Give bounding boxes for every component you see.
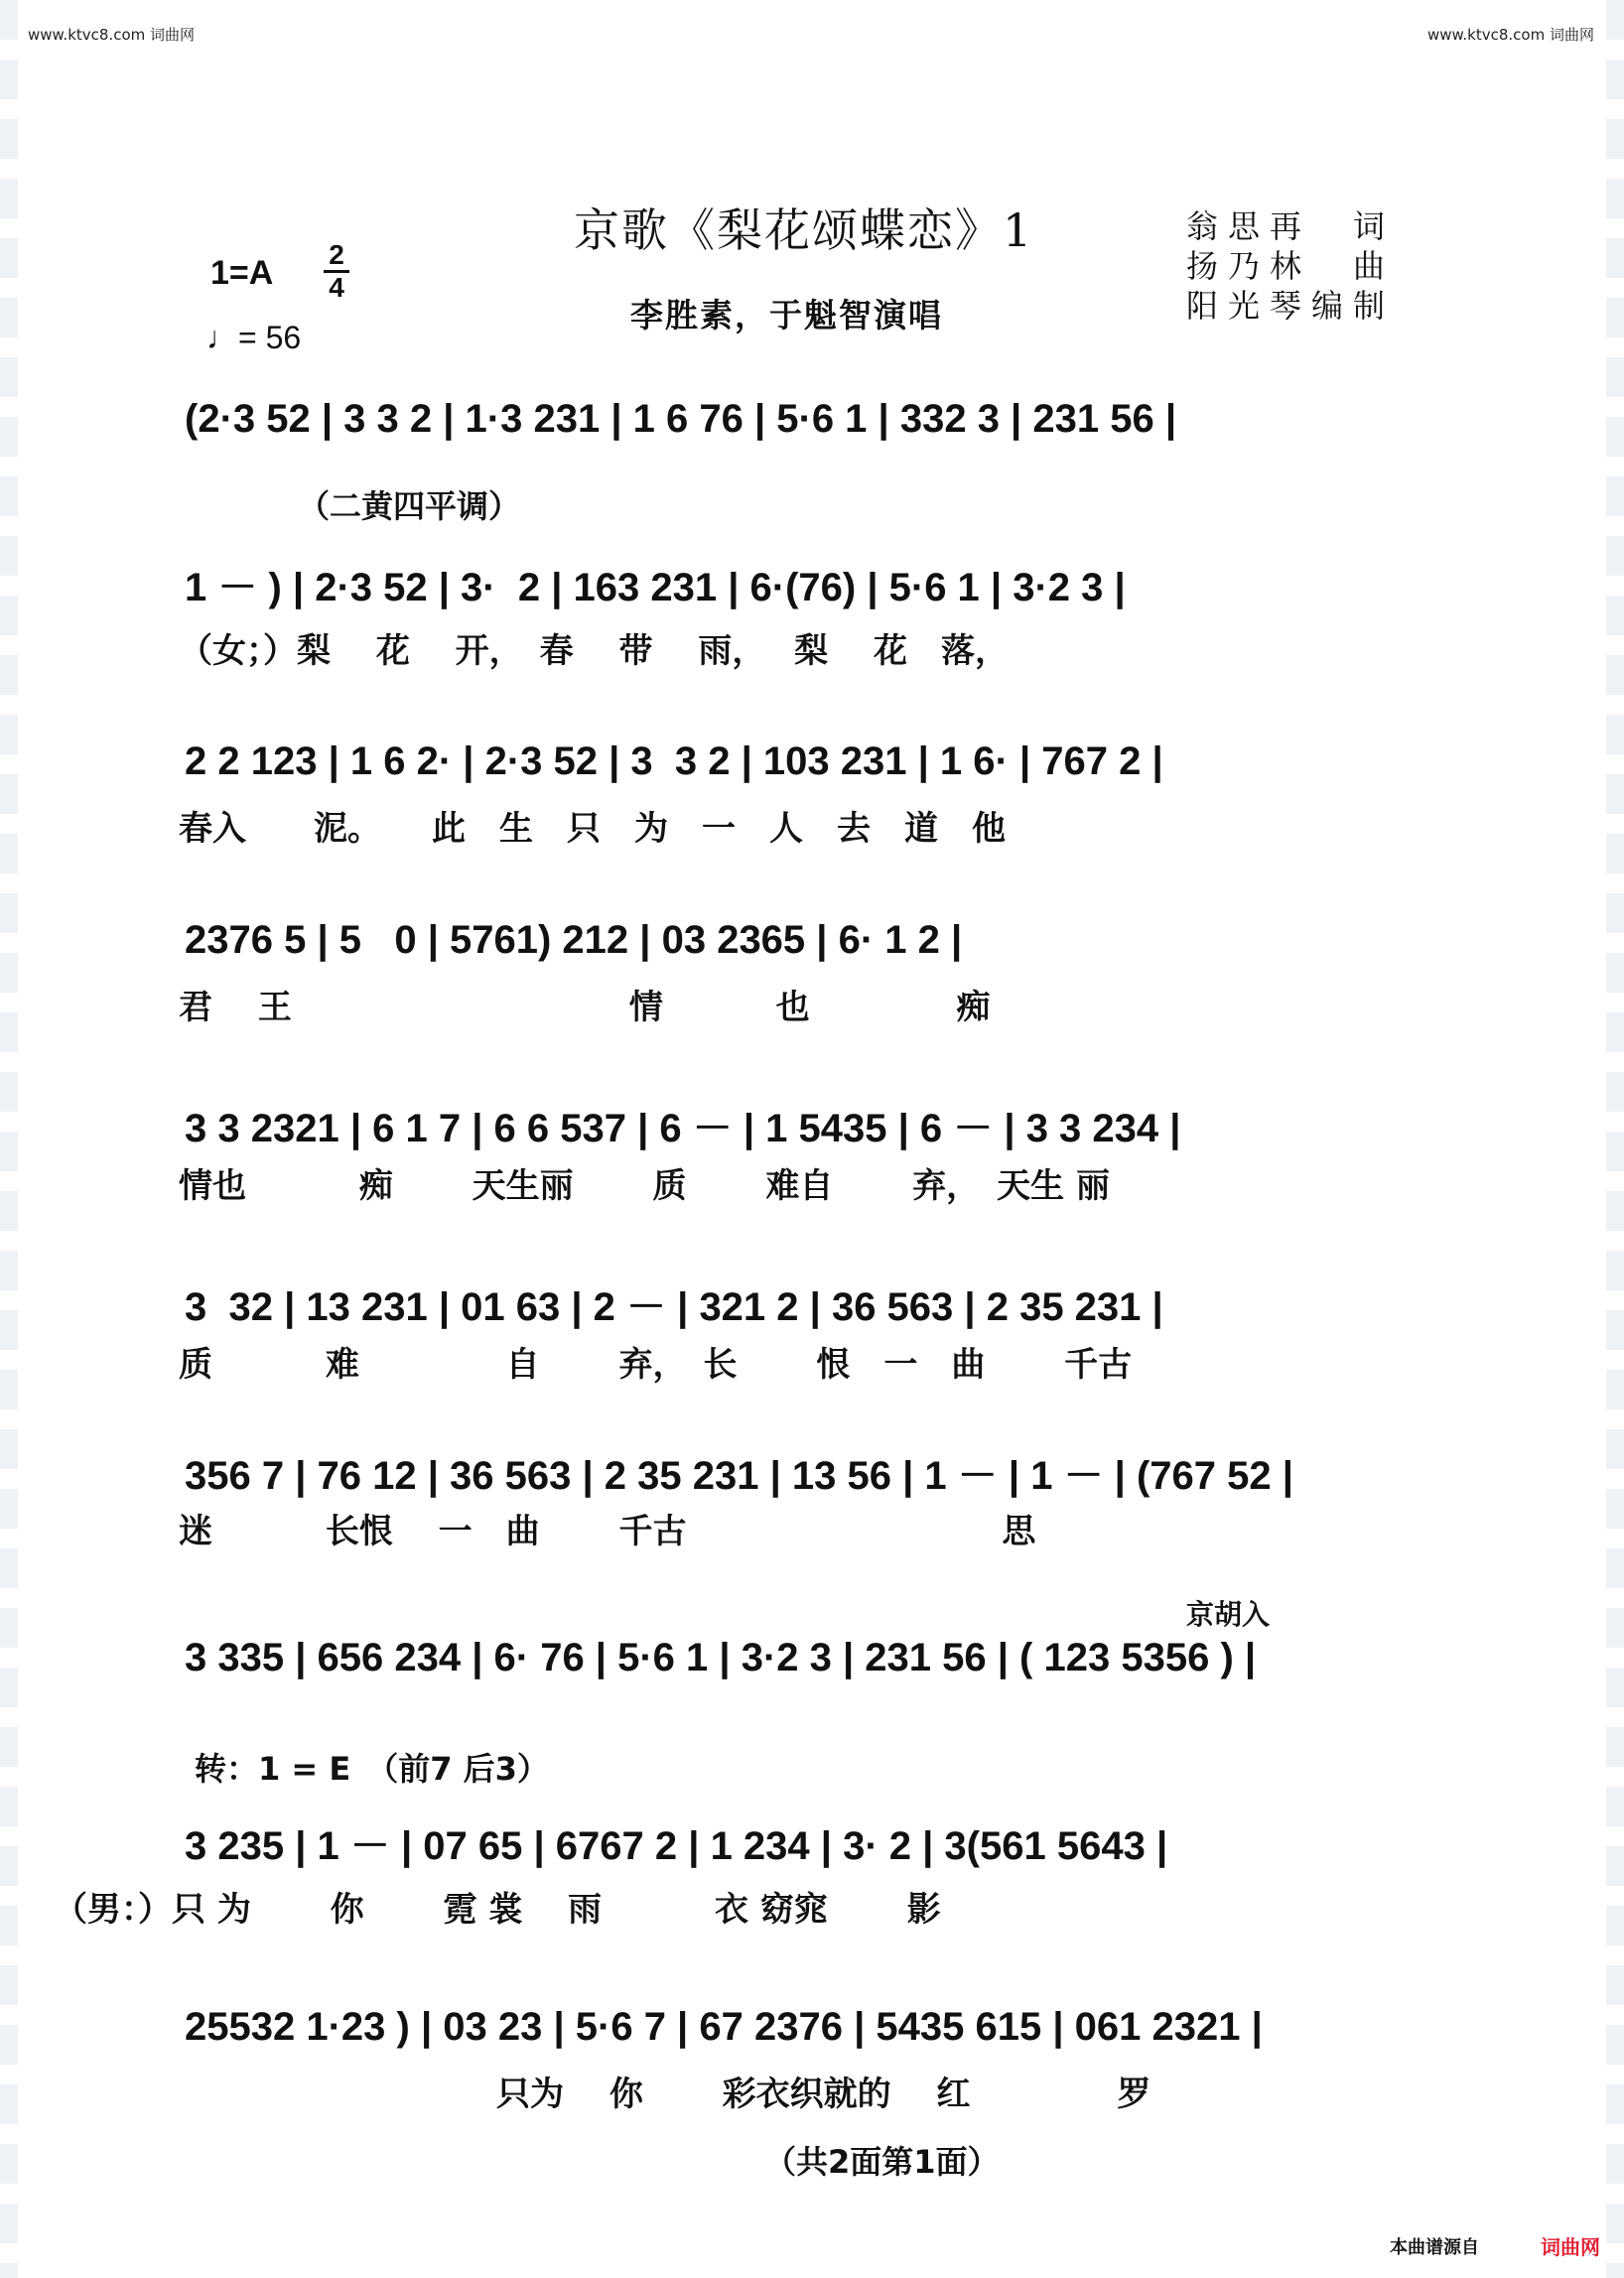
score-row-6 xyxy=(179,1275,1435,1395)
notes-row-2: 1 － ) | 2·3 52 | 3· 2 | 163 231 | 6·(76) | 5·6 1 | 3·2 3 | xyxy=(185,566,1126,609)
credit-arranger: 阳光琴编制 xyxy=(1186,287,1396,325)
credit-lyricist: 翁思再 词 xyxy=(1186,207,1396,245)
score-row-4 xyxy=(179,918,1435,1037)
time-signature xyxy=(324,240,349,303)
performers: 李胜素，于魁智演唱 xyxy=(630,296,943,335)
lyrics-row-5: 情也 痴 天生丽 质 难自 弃， 天生 丽 xyxy=(179,1166,1111,1206)
time-signature-bottom: 4 xyxy=(324,270,349,303)
credits xyxy=(1186,206,1395,326)
lyrics-row-2: （女；）梨 花 开， 春 带 雨， 梨 花 落， xyxy=(179,631,1010,671)
notes-row-4: 2376 5 | 5 0 | 5761) 212 | 03 2365 | 6· 1 2 | xyxy=(185,918,963,962)
lyrics-row-6: 质 难 自 弃， 长 恨 一 曲 千古 xyxy=(179,1345,1133,1385)
footer-source-label: 本曲谱源自 xyxy=(1390,2237,1479,2258)
lyrics-row-4: 君 王 情 也 痴 xyxy=(179,988,991,1027)
jinghu-entry-label: 京胡入 xyxy=(1186,1598,1271,1631)
score-row-10 xyxy=(179,2005,1435,2124)
page-title: 京歌《梨花颂蝶恋》1 xyxy=(574,203,1034,257)
score-row-7 xyxy=(179,1444,1435,1563)
lyrics-row-7: 迷 长恨 一 曲 千古 思 xyxy=(179,1512,1036,1551)
footer-site-link[interactable]: 词曲网 xyxy=(1541,2235,1600,2259)
lyrics-row-3: 春入 泥。 此 生 只 为 一 人 去 道 他 xyxy=(179,809,1006,849)
lyrics-row-9: （男：）只 为 你 霓 裳 雨 衣 窈窕 影 xyxy=(54,1890,941,1930)
notes-row-1: (2·3 52 | 3 3 2 | 1·3 231 | 1 6 76 | 5·6 1 | 332 3 | 231 56 | xyxy=(185,397,1177,441)
tempo-marking: ♩= 56 xyxy=(206,320,302,355)
section-label: （二黄四平调） xyxy=(298,487,521,525)
score-row-5 xyxy=(179,1097,1435,1216)
score-row-8 xyxy=(179,1636,1435,1705)
notes-row-7: 356 7 | 76 12 | 36 563 | 2 35 231 | 13 56 | 1 － | 1 － | (767 52 | xyxy=(185,1454,1293,1498)
left-watermark-band xyxy=(0,0,18,2278)
credit-composer: 扬乃林 曲 xyxy=(1186,247,1396,285)
notes-row-8: 3 335 | 656 234 | 6· 76 | 5·6 1 | 3·2 3 | 231 56 | ( 123 5356 ) | xyxy=(185,1636,1257,1679)
header-left-site: www.ktvc8.com 词曲网 xyxy=(28,26,196,44)
score-row-2 xyxy=(179,556,1435,675)
right-watermark-band xyxy=(1606,0,1624,2278)
modulation-label: 转：1 = E （前7 后3） xyxy=(195,1750,549,1788)
page-indicator: （共2面第1面） xyxy=(764,2143,1000,2181)
notes-row-6: 3 32 | 13 231 | 01 63 | 2 － | 321 2 | 36 563 | 2 35 231 | xyxy=(185,1285,1163,1329)
notes-row-9: 3 235 | 1 － | 07 65 | 6767 2 | 1 234 | 3· 2 | 3(561 5643 | xyxy=(185,1824,1168,1868)
score-row-1 xyxy=(179,397,1435,457)
time-signature-top: 2 xyxy=(329,239,344,270)
notes-row-10: 25532 1·23 ) | 03 23 | 5·6 7 | 67 2376 | 5435 615 | 061 2321 | xyxy=(185,2005,1263,2049)
notes-row-3: 2 2 123 | 1 6 2· | 2·3 52 | 3 3 2 | 103 231 | 1 6· | 767 2 | xyxy=(185,739,1163,783)
score-row-9 xyxy=(54,1814,1435,1934)
notes-row-5: 3 3 2321 | 6 1 7 | 6 6 537 | 6 － | 1 5435 | 6 － | 3 3 234 | xyxy=(185,1107,1181,1150)
key-signature: 1=A xyxy=(210,254,274,292)
header-right-site: www.ktvc8.com 词曲网 xyxy=(1426,26,1594,44)
score-row-3 xyxy=(179,739,1435,859)
lyrics-row-10: 只为 你 彩衣织就的 红 罗 xyxy=(496,2075,1151,2114)
